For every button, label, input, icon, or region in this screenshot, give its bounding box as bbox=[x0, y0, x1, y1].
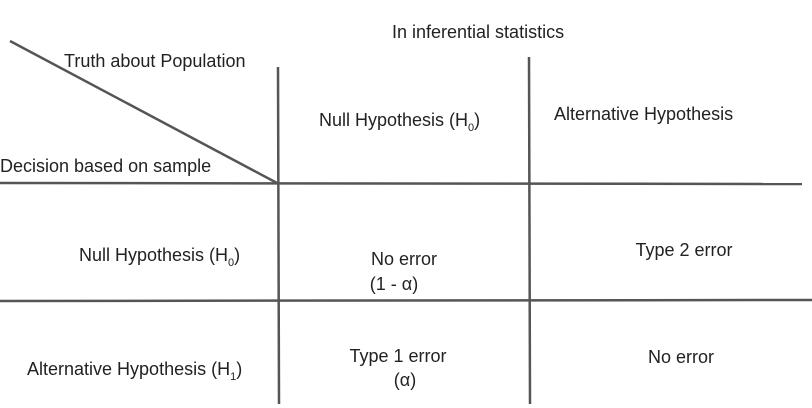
column-header-null-hypothesis bbox=[319, 109, 480, 134]
column-header-null-text: Null Hypothesis (H bbox=[319, 110, 469, 130]
truth-about-population-label: Truth about Population bbox=[64, 51, 246, 71]
row-header-null-close: ) bbox=[234, 245, 241, 265]
row-header-null-hypothesis bbox=[79, 244, 240, 269]
cell-type-1-error-probability: (α) bbox=[393, 370, 417, 390]
column-divider-2 bbox=[529, 57, 530, 404]
row-divider bbox=[0, 300, 812, 301]
row-header-alt-close: ) bbox=[236, 359, 243, 379]
column-divider-1 bbox=[278, 67, 279, 404]
table-title: In inferential statistics bbox=[392, 22, 565, 42]
row-header-null-subscript: 0 bbox=[228, 257, 235, 269]
cell-no-error-probability: (1 - α) bbox=[369, 274, 419, 294]
column-header-null-subscript: 0 bbox=[468, 122, 475, 134]
header-row-divider bbox=[0, 183, 802, 184]
decision-based-on-sample-label: Decision based on sample bbox=[0, 156, 212, 176]
cell-no-error-line: No error bbox=[370, 249, 437, 269]
row-header-null-text: Null Hypothesis (H bbox=[79, 245, 229, 265]
row-header-alt-subscript: 1 bbox=[230, 371, 237, 383]
cell-no-error-alt: No error bbox=[647, 347, 714, 367]
row-header-alternative-hypothesis bbox=[27, 358, 242, 383]
column-header-alternative-hypothesis: Alternative Hypothesis bbox=[554, 104, 734, 124]
cell-type-1-error-line: Type 1 error bbox=[349, 346, 447, 366]
cell-type-2-error: Type 2 error bbox=[635, 240, 733, 260]
row-header-alt-text: Alternative Hypothesis (H bbox=[27, 359, 231, 379]
column-header-null-close: ) bbox=[474, 110, 481, 130]
